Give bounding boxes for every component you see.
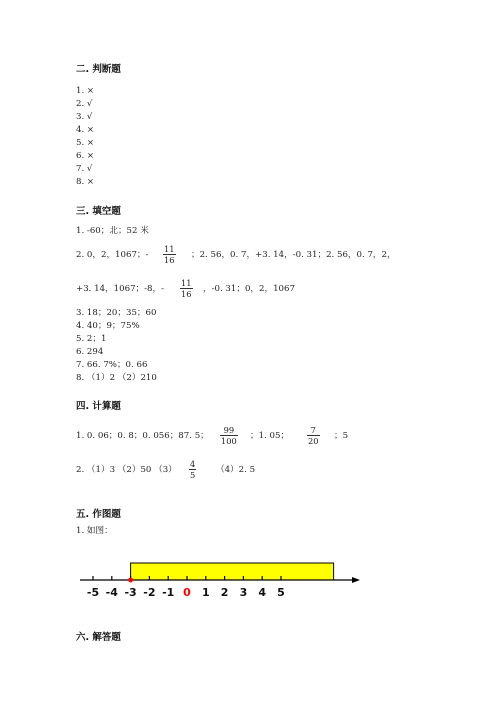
answer-line: 2. （1）3 （2）50 （3） (76, 465, 177, 475)
list-item: 5. × (76, 138, 95, 148)
section-title-drawing: 五. 作图题 (76, 509, 121, 520)
fraction (180, 278, 193, 299)
number-line-figure (0, 550, 500, 602)
fraction-numerator: 99 (223, 425, 235, 435)
list-item: 7. √ (76, 164, 93, 174)
answer-line-cont: ；2. 56，0. 7，+3. 14，-0. 31；2. 56，0. 7，2， (191, 250, 396, 260)
tick-label: 4 (258, 586, 267, 599)
section-title-calculation: 四. 计算题 (76, 401, 121, 412)
axis-arrow-icon (352, 577, 360, 583)
fraction (307, 425, 320, 446)
answer-line: 3. 18；20；35；60 (76, 308, 157, 318)
fraction-denominator: 100 (221, 436, 237, 446)
answer-line-cont: （4）2. 5 (216, 465, 256, 475)
answer-line-cont: ；1. 05； (250, 431, 290, 441)
fraction-denominator: 16 (164, 255, 175, 265)
answer-line: 1. -60；北；52 米 (76, 226, 149, 236)
start-point (128, 578, 133, 583)
fraction (189, 459, 196, 480)
tick-label: -2 (143, 586, 156, 599)
list-item: 2. √ (76, 99, 93, 109)
answer-line: 8. （1）2 （2）210 (76, 373, 157, 383)
answer-line: 6. 294 (76, 347, 104, 357)
list-item: 3. √ (76, 112, 93, 122)
tick-label: 3 (239, 586, 248, 599)
fraction (163, 244, 176, 265)
answer-line: 4. 40；9；75% (76, 321, 140, 331)
fraction-numerator: 11 (164, 244, 175, 254)
tick-label: 1 (201, 586, 210, 599)
highlight-region (131, 563, 334, 580)
tick-label: 0 (183, 586, 191, 599)
answer-line: +3. 14，1067；-8，- (76, 284, 164, 294)
tick-label: -1 (162, 586, 175, 599)
tick-label: 2 (220, 586, 229, 599)
list-item: 4. × (76, 125, 95, 135)
fraction (220, 425, 238, 446)
answer-line: 1. 如图： (76, 526, 113, 536)
section-title-solutions: 六. 解答题 (76, 632, 121, 643)
fraction-denominator: 16 (181, 289, 192, 299)
tick-label: 5 (277, 586, 285, 599)
list-item: 8. × (76, 177, 95, 187)
answer-line: 7. 66. 7%；0. 66 (76, 360, 148, 370)
fraction-numerator: 11 (181, 278, 192, 288)
fraction-numerator: 7 (310, 425, 316, 435)
answer-line-cont: ；5 (334, 431, 349, 441)
list-item: 1. × (76, 86, 95, 96)
fraction-numerator: 4 (190, 459, 196, 469)
answer-line: 5. 2；1 (76, 334, 107, 344)
fraction-denominator: 5 (190, 470, 196, 480)
tick-label: -4 (105, 586, 118, 599)
list-item: 6. × (76, 151, 95, 161)
tick-label: -3 (124, 586, 137, 599)
section-title-judgement: 二. 判断题 (76, 64, 121, 75)
answer-line-cont: ，-0. 31；0，2，1067 (203, 284, 295, 294)
answer-line: 1. 0. 06；0. 8；0. 056；87. 5； (76, 431, 209, 441)
section-title-fill-blank: 三. 填空题 (76, 206, 121, 217)
answer-line: 2. 0，2，1067；- (76, 250, 149, 260)
fraction-denominator: 20 (308, 436, 319, 446)
tick-label: -5 (86, 586, 100, 599)
